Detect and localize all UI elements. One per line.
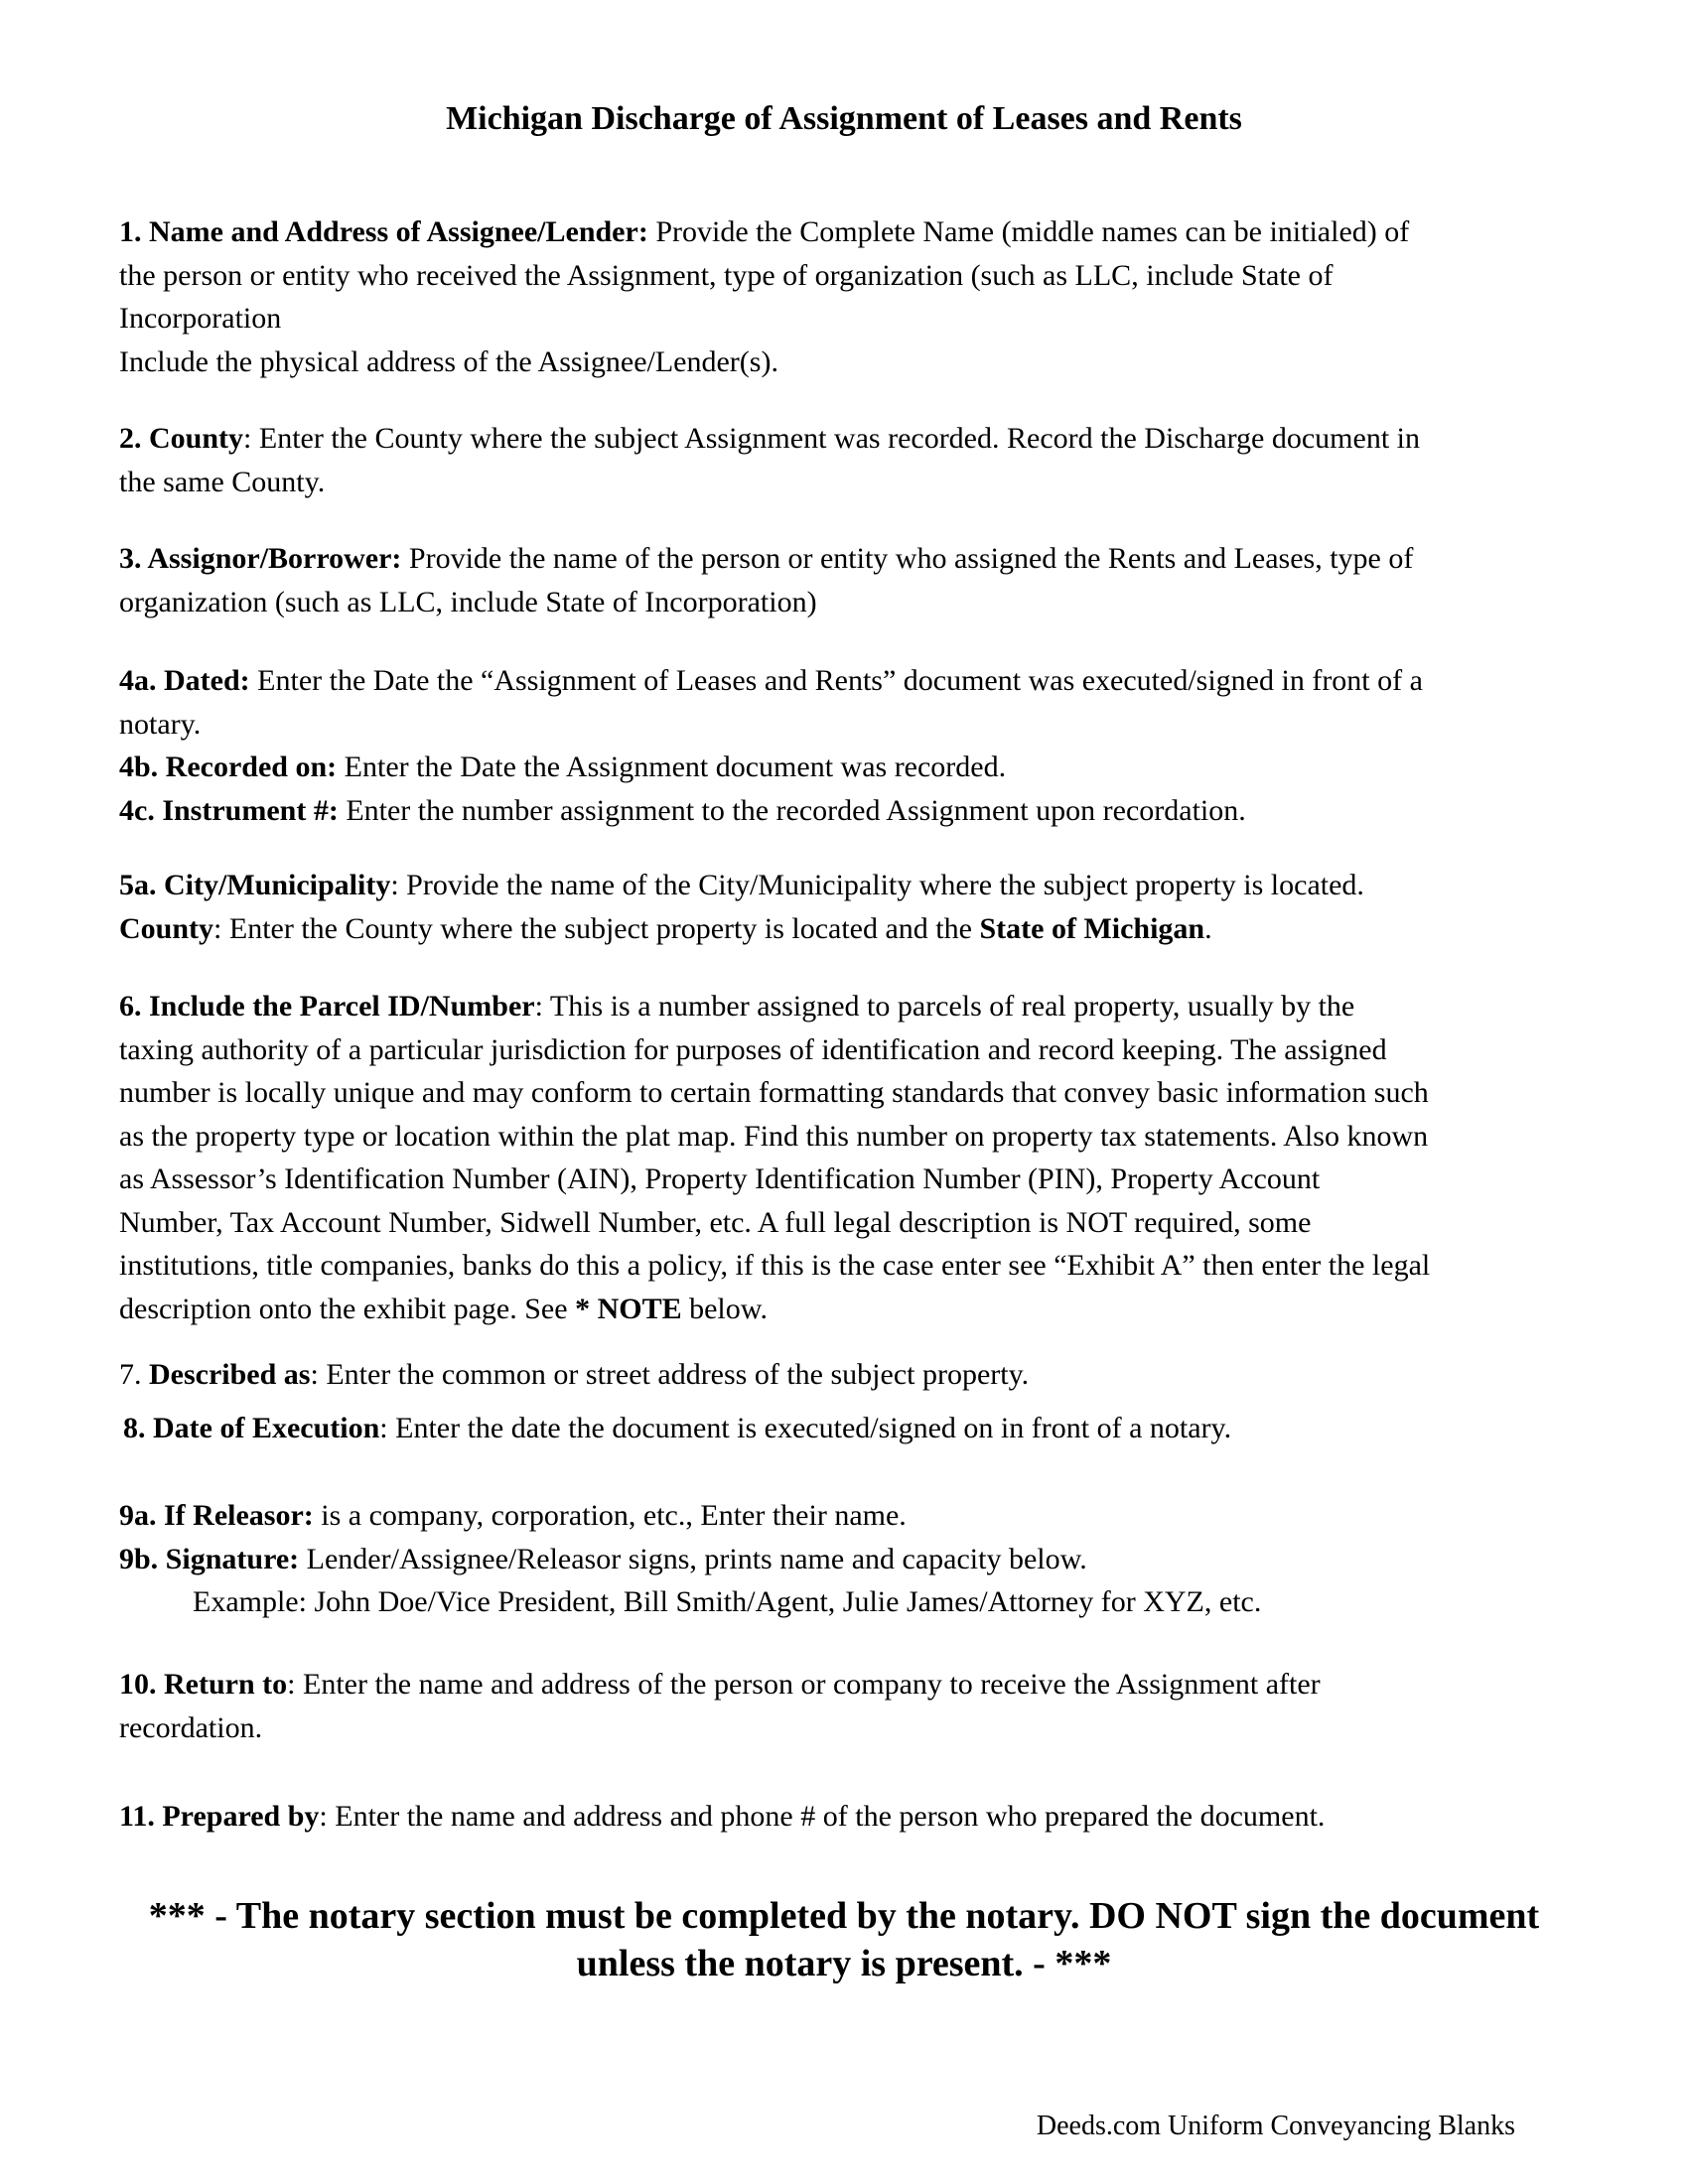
section-2-label: 2. County <box>119 422 244 455</box>
section-11-text: : Enter the name and address and phone # of the person who prepared the document. <box>319 1800 1326 1833</box>
section-6-line-3: number is locally unique and may conform to certain formatting standards that convey basic information such <box>119 1076 1429 1109</box>
notary-notice-line-1: *** - The notary section must be completed by the notary. DO NOT sign the document <box>148 1895 1540 1937</box>
section-4-dates <box>119 659 1589 832</box>
section-1-label: 1. Name and Address of Assignee/Lender: <box>119 215 648 248</box>
section-3-text: Provide the name of the person or entity who assigned the Rents and Leases, type of <box>401 542 1414 575</box>
section-7-text: : Enter the common or street address of the subject property. <box>310 1358 1030 1391</box>
section-10-line-2: recordation. <box>119 1710 263 1744</box>
section-2-text: : Enter the County where the subject Assignment was recorded. Record the Discharge document in <box>243 422 1420 455</box>
section-6-line-6: Number, Tax Account Number, Sidwell Number, etc. A full legal description is NOT required, some <box>119 1205 1312 1239</box>
section-6-parcel-id <box>119 985 1589 1330</box>
section-6-line-8: description onto the exhibit page. See <box>119 1292 576 1325</box>
section-5a-label: City/Municipality <box>164 869 391 901</box>
section-5a-prefix: 5a. <box>119 869 164 901</box>
section-5-location <box>119 864 1589 950</box>
section-2-line-2: the same County. <box>119 465 326 498</box>
section-8-text: : Enter the date the document is executed/signed on in front of a notary. <box>379 1412 1232 1444</box>
section-4b-text: Enter the Date the Assignment document was recorded. <box>337 751 1007 783</box>
section-7-label: Described as <box>149 1358 311 1391</box>
section-4b-label: 4b. Recorded on: <box>119 751 338 783</box>
notary-notice-line-2: unless the notary is present. - *** <box>576 1943 1112 1984</box>
section-4a-label: 4a. Dated: <box>119 664 250 697</box>
section-5-county-label: County <box>119 911 214 945</box>
section-5-county-text: : Enter the County where the subject property is located and the <box>213 911 980 945</box>
section-9b-label: 9b. Signature: <box>119 1542 300 1575</box>
section-1-assignee-lender <box>119 210 1589 383</box>
section-8-label: 8. Date of Execution <box>123 1412 380 1444</box>
section-2-county <box>119 417 1589 503</box>
section-4c-text: Enter the number assignment to the recorded Assignment upon recordation. <box>338 793 1246 827</box>
section-10-text: : Enter the name and address of the person or company to receive the Assignment after <box>287 1668 1321 1701</box>
section-4a-line-2: notary. <box>119 707 202 741</box>
section-6-line-2: taxing authority of a particular jurisdiction for purposes of identification and record keeping. The assigned <box>119 1032 1387 1066</box>
section-4a-text: Enter the Date the “Assignment of Leases and Rents” document was executed/signed in front of a <box>249 664 1423 697</box>
section-6-text: : This is a number assigned to parcels of real property, usually by the <box>534 990 1355 1023</box>
section-5-state: State of Michigan <box>979 911 1205 945</box>
section-9a-label: 9a. If Releasor: <box>119 1499 314 1532</box>
section-9-example: Example: John Doe/Vice President, Bill Smith/Agent, Julie James/Attorney for XYZ, etc. <box>193 1585 1262 1618</box>
section-6-line-7: institutions, title companies, banks do this a policy, if this is the case enter see “Exhibit A” then enter the legal <box>119 1249 1431 1282</box>
section-11-label: 11. Prepared by <box>119 1800 320 1833</box>
section-6-note-ref: * NOTE <box>575 1292 682 1325</box>
section-3-label: 3. Assignor/Borrower: <box>119 542 402 575</box>
section-6-line-8-end: below. <box>681 1292 768 1325</box>
section-10-label: 10. Return to <box>119 1668 288 1701</box>
section-11-prepared-by <box>119 1795 1589 1839</box>
section-1-line-3: Incorporation <box>119 302 282 335</box>
section-1-line-2: the person or entity who received the Assignment, type of organization (such as LLC, include State of <box>119 258 1334 292</box>
section-1-line-4: Include the physical address of the Assignee/Lender(s). <box>119 344 778 378</box>
document-title: Michigan Discharge of Assignment of Leases and Rents <box>446 100 1242 137</box>
section-9b-text: Lender/Assignee/Releasor signs, prints name and capacity below. <box>299 1542 1087 1575</box>
section-5-period: . <box>1204 911 1212 945</box>
footer-credit: Deeds.com Uniform Conveyancing Blanks <box>1036 2111 1515 2141</box>
section-6-line-5: as Assessor’s Identification Number (AIN), Property Identification Number (PIN), Property Account <box>119 1162 1321 1195</box>
section-7-described-as <box>119 1353 1589 1397</box>
section-6-line-4: as the property type or location within the plat map. Find this number on property tax statements. Also known <box>119 1119 1429 1153</box>
section-3-line-2: organization (such as LLC, include State of Incorporation) <box>119 585 817 618</box>
section-6-label: 6. Include the Parcel ID/Number <box>119 990 535 1023</box>
section-4c-label: 4c. Instrument #: <box>119 793 339 827</box>
section-9-releasor-signature <box>119 1494 1589 1624</box>
section-1-text: Provide the Complete Name (middle names can be initialed) of <box>647 215 1410 248</box>
section-7-prefix: 7. <box>119 1358 149 1391</box>
section-8-date-of-execution <box>123 1407 1593 1450</box>
section-9a-text: is a company, corporation, etc., Enter their name. <box>313 1499 907 1532</box>
section-3-assignor-borrower <box>119 537 1589 623</box>
notary-notice <box>0 1892 1688 1987</box>
section-10-return-to <box>119 1663 1589 1749</box>
section-5a-text: : Provide the name of the City/Municipality where the subject property is located. <box>390 869 1364 901</box>
